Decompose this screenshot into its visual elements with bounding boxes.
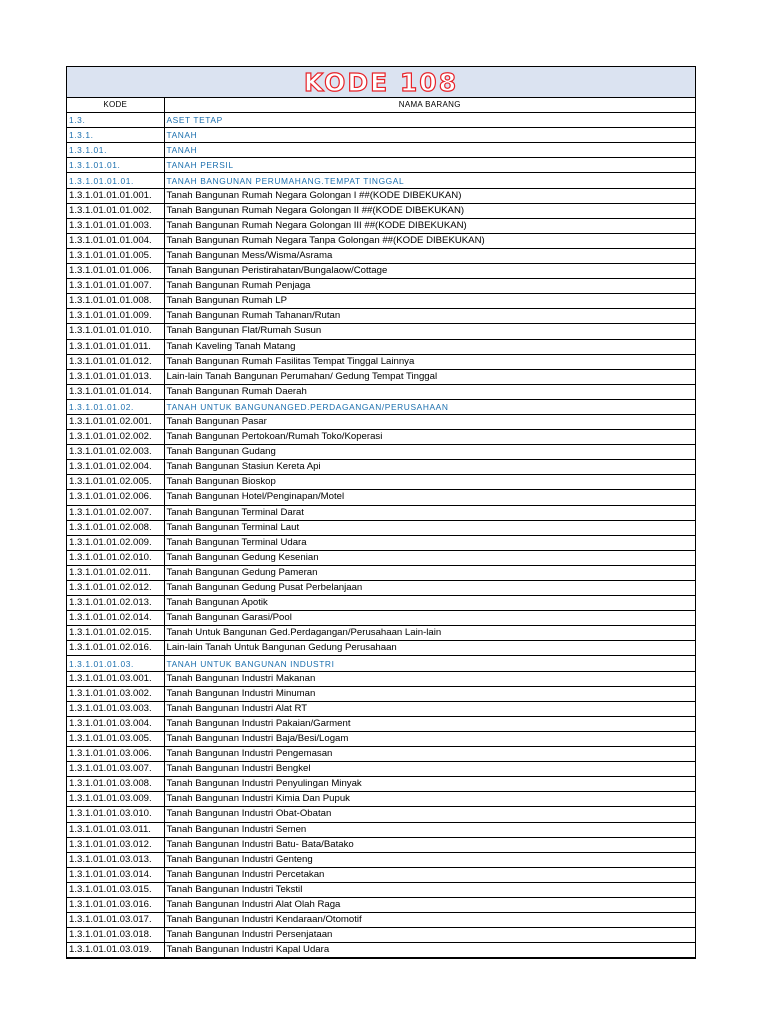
kode-cell: 1.3.1.01.01.03.017.	[67, 913, 164, 928]
nama-barang-cell: Tanah Bangunan Industri Alat Olah Raga	[164, 897, 695, 912]
table-row	[67, 867, 695, 882]
kode-cell: 1.3.	[67, 113, 164, 128]
kode-cell: 1.3.1.01.01.02.	[67, 399, 164, 414]
kode-cell: 1.3.1.01.01.03.006.	[67, 747, 164, 762]
kode-cell: 1.3.1.01.01.01.014.	[67, 384, 164, 399]
table-row	[67, 188, 695, 203]
table-row	[67, 445, 695, 460]
kode-cell: 1.3.1.01.01.02.002.	[67, 430, 164, 445]
kode-cell: 1.3.1.01.01.01.004.	[67, 233, 164, 248]
table-row	[67, 309, 695, 324]
kode-cell: 1.3.1.01.01.03.	[67, 656, 164, 671]
table-row	[67, 414, 695, 429]
page-title: KODE 108	[303, 67, 459, 97]
nama-barang-cell: Tanah Bangunan Rumah Tahanan/Rutan	[164, 309, 695, 324]
category-row	[67, 173, 695, 188]
nama-barang-cell: Tanah Bangunan Industri Kapal Udara	[164, 943, 695, 958]
nama-barang-cell: Tanah Bangunan Industri Semen	[164, 822, 695, 837]
table-row	[67, 928, 695, 943]
kode-cell: 1.3.1.01.01.01.011.	[67, 339, 164, 354]
kode-cell: 1.3.1.01.01.03.003.	[67, 701, 164, 716]
nama-barang-cell: TANAH UNTUK BANGUNANGED.PERDAGANGAN/PERUSAHAAN	[164, 399, 695, 414]
nama-barang-cell: ASET TETAP	[164, 113, 695, 128]
nama-barang-cell: Tanah Bangunan Pasar	[164, 414, 695, 429]
kode-cell: 1.3.1.01.01.02.006.	[67, 490, 164, 505]
title-banner	[67, 67, 695, 98]
kode-cell: 1.3.1.01.01.02.015.	[67, 626, 164, 641]
nama-barang-cell: Tanah Bangunan Industri Alat RT	[164, 701, 695, 716]
table-row	[67, 294, 695, 309]
nama-barang-cell: Tanah Bangunan Gedung Kesenian	[164, 550, 695, 565]
nama-barang-cell: Tanah Bangunan Rumah LP	[164, 294, 695, 309]
table-row	[67, 535, 695, 550]
table-row	[67, 550, 695, 565]
nama-barang-cell: Tanah Bangunan Rumah Penjaga	[164, 279, 695, 294]
kode-cell: 1.3.1.	[67, 128, 164, 143]
kode-cell: 1.3.1.01.01.03.008.	[67, 777, 164, 792]
table-row	[67, 264, 695, 279]
table-row	[67, 641, 695, 656]
table-row	[67, 671, 695, 686]
kode-cell: 1.3.1.01.01.	[67, 158, 164, 173]
nama-barang-cell: Lain-lain Tanah Bangunan Perumahan/ Gedung Tempat Tinggal	[164, 369, 695, 384]
kode-cell: 1.3.1.01.01.03.005.	[67, 731, 164, 746]
kode-cell: 1.3.1.01.01.02.012.	[67, 581, 164, 596]
category-row	[67, 656, 695, 671]
nama-barang-cell: Tanah Bangunan Industri Pengemasan	[164, 747, 695, 762]
nama-barang-cell: Tanah Bangunan Industri Kendaraan/Otomotif	[164, 913, 695, 928]
table-row	[67, 565, 695, 580]
nama-barang-cell: Tanah Bangunan Gedung Pusat Perbelanjaan	[164, 581, 695, 596]
kode-cell: 1.3.1.01.01.03.015.	[67, 882, 164, 897]
category-row	[67, 158, 695, 173]
table-row	[67, 943, 695, 958]
nama-barang-cell: Tanah Bangunan Rumah Negara Tanpa Golongan ##(KODE DIBEKUKAN)	[164, 233, 695, 248]
nama-barang-cell: TANAH UNTUK BANGUNAN INDUSTRI	[164, 656, 695, 671]
nama-barang-cell: Tanah Bangunan Gedung Pameran	[164, 565, 695, 580]
table-row	[67, 897, 695, 912]
nama-barang-cell: Tanah Bangunan Peristirahatan/Bungalaow/Cottage	[164, 264, 695, 279]
nama-barang-cell: Tanah Bangunan Bioskop	[164, 475, 695, 490]
nama-barang-cell: Tanah Bangunan Industri Bengkel	[164, 762, 695, 777]
table-row	[67, 701, 695, 716]
kode-cell: 1.3.1.01.01.03.002.	[67, 686, 164, 701]
nama-barang-cell: Tanah Bangunan Garasi/Pool	[164, 611, 695, 626]
kode-cell: 1.3.1.01.01.01.013.	[67, 369, 164, 384]
nama-barang-cell: Lain-lain Tanah Untuk Bangunan Gedung Perusahaan	[164, 641, 695, 656]
table-row	[67, 369, 695, 384]
kode-cell: 1.3.1.01.01.02.004.	[67, 460, 164, 475]
category-row	[67, 128, 695, 143]
nama-barang-cell: Tanah Bangunan Stasiun Kereta Api	[164, 460, 695, 475]
table-row	[67, 279, 695, 294]
kode-cell: 1.3.1.01.01.02.014.	[67, 611, 164, 626]
table-row	[67, 475, 695, 490]
nama-barang-cell: TANAH	[164, 143, 695, 158]
kode-cell: 1.3.1.01.01.02.008.	[67, 520, 164, 535]
nama-barang-cell: Tanah Bangunan Industri Minuman	[164, 686, 695, 701]
kode-cell: 1.3.1.01.01.03.013.	[67, 852, 164, 867]
nama-barang-cell: Tanah Bangunan Industri Batu- Bata/Batako	[164, 837, 695, 852]
nama-barang-cell: Tanah Bangunan Terminal Udara	[164, 535, 695, 550]
nama-barang-cell: Tanah Bangunan Flat/Rumah Susun	[164, 324, 695, 339]
kode-cell: 1.3.1.01.01.01.006.	[67, 264, 164, 279]
kode-cell: 1.3.1.01.01.02.016.	[67, 641, 164, 656]
table-row	[67, 852, 695, 867]
kode-cell: 1.3.1.01.01.03.018.	[67, 928, 164, 943]
nama-barang-cell: TANAH PERSIL	[164, 158, 695, 173]
kode-cell: 1.3.1.01.01.01.005.	[67, 248, 164, 263]
kode-cell: 1.3.1.01.01.03.010.	[67, 807, 164, 822]
nama-barang-cell: Tanah Bangunan Rumah Negara Golongan I ##(KODE DIBEKUKAN)	[164, 188, 695, 203]
table-row	[67, 581, 695, 596]
nama-barang-cell: Tanah Bangunan Industri Tekstil	[164, 882, 695, 897]
kode-table-body	[67, 98, 695, 958]
kode-cell: 1.3.1.01.01.03.007.	[67, 762, 164, 777]
kode-cell: 1.3.1.01.01.03.019.	[67, 943, 164, 958]
kode-table	[67, 98, 695, 958]
table-row	[67, 505, 695, 520]
kode-cell: 1.3.1.01.01.01.	[67, 173, 164, 188]
kode-cell: 1.3.1.01.01.01.008.	[67, 294, 164, 309]
table-row	[67, 384, 695, 399]
kode-table-sheet	[66, 66, 696, 959]
nama-barang-cell: TANAH	[164, 128, 695, 143]
kode-cell: 1.3.1.01.01.02.013.	[67, 596, 164, 611]
nama-barang-cell: Tanah Bangunan Rumah Negara Golongan II ##(KODE DIBEKUKAN)	[164, 203, 695, 218]
category-row	[67, 113, 695, 128]
table-row	[67, 837, 695, 852]
table-row	[67, 520, 695, 535]
nama-barang-cell: Tanah Bangunan Rumah Fasilitas Tempat Tinggal Lainnya	[164, 354, 695, 369]
column-header-kode: KODE	[67, 98, 164, 113]
table-row	[67, 762, 695, 777]
nama-barang-cell: Tanah Bangunan Industri Obat-Obatan	[164, 807, 695, 822]
table-row	[67, 354, 695, 369]
kode-cell: 1.3.1.01.01.02.001.	[67, 414, 164, 429]
table-header-row	[67, 98, 695, 113]
nama-barang-cell: Tanah Bangunan Rumah Daerah	[164, 384, 695, 399]
table-row	[67, 792, 695, 807]
column-header-nama-barang: NAMA BARANG	[164, 98, 695, 113]
nama-barang-cell: Tanah Untuk Bangunan Ged.Perdagangan/Perusahaan Lain-lain	[164, 626, 695, 641]
table-row	[67, 248, 695, 263]
nama-barang-cell: Tanah Bangunan Industri Percetakan	[164, 867, 695, 882]
kode-cell: 1.3.1.01.01.03.004.	[67, 716, 164, 731]
category-row	[67, 399, 695, 414]
table-row	[67, 218, 695, 233]
nama-barang-cell: Tanah Bangunan Industri Kimia Dan Pupuk	[164, 792, 695, 807]
table-row	[67, 596, 695, 611]
table-row	[67, 731, 695, 746]
kode-cell: 1.3.1.01.01.03.009.	[67, 792, 164, 807]
nama-barang-cell: Tanah Bangunan Industri Persenjataan	[164, 928, 695, 943]
kode-cell: 1.3.1.01.01.03.016.	[67, 897, 164, 912]
nama-barang-cell: Tanah Bangunan Pertokoan/Rumah Toko/Koperasi	[164, 430, 695, 445]
kode-cell: 1.3.1.01.01.01.007.	[67, 279, 164, 294]
kode-cell: 1.3.1.01.01.02.007.	[67, 505, 164, 520]
table-row	[67, 430, 695, 445]
table-row	[67, 611, 695, 626]
nama-barang-cell: Tanah Bangunan Industri Baja/Besi/Logam	[164, 731, 695, 746]
nama-barang-cell: Tanah Bangunan Apotik	[164, 596, 695, 611]
nama-barang-cell: Tanah Bangunan Industri Makanan	[164, 671, 695, 686]
kode-cell: 1.3.1.01.01.02.009.	[67, 535, 164, 550]
kode-cell: 1.3.1.01.01.03.012.	[67, 837, 164, 852]
kode-cell: 1.3.1.01.01.03.011.	[67, 822, 164, 837]
nama-barang-cell: Tanah Bangunan Rumah Negara Golongan III ##(KODE DIBEKUKAN)	[164, 218, 695, 233]
kode-cell: 1.3.1.01.01.01.001.	[67, 188, 164, 203]
nama-barang-cell: Tanah Bangunan Gudang	[164, 445, 695, 460]
nama-barang-cell: Tanah Bangunan Industri Pakaian/Garment	[164, 716, 695, 731]
table-row	[67, 686, 695, 701]
table-row	[67, 490, 695, 505]
table-row	[67, 324, 695, 339]
category-row	[67, 143, 695, 158]
kode-cell: 1.3.1.01.01.01.003.	[67, 218, 164, 233]
kode-cell: 1.3.1.01.01.02.003.	[67, 445, 164, 460]
kode-cell: 1.3.1.01.01.01.009.	[67, 309, 164, 324]
nama-barang-cell: TANAH BANGUNAN PERUMAHANG.TEMPAT TINGGAL	[164, 173, 695, 188]
table-row	[67, 626, 695, 641]
kode-cell: 1.3.1.01.01.01.010.	[67, 324, 164, 339]
kode-cell: 1.3.1.01.01.01.012.	[67, 354, 164, 369]
nama-barang-cell: Tanah Bangunan Terminal Laut	[164, 520, 695, 535]
nama-barang-cell: Tanah Kaveling Tanah Matang	[164, 339, 695, 354]
kode-cell: 1.3.1.01.01.01.002.	[67, 203, 164, 218]
table-row	[67, 339, 695, 354]
nama-barang-cell: Tanah Bangunan Terminal Darat	[164, 505, 695, 520]
table-row	[67, 460, 695, 475]
table-row	[67, 882, 695, 897]
table-row	[67, 716, 695, 731]
nama-barang-cell: Tanah Bangunan Mess/Wisma/Asrama	[164, 248, 695, 263]
nama-barang-cell: Tanah Bangunan Hotel/Penginapan/Motel	[164, 490, 695, 505]
kode-cell: 1.3.1.01.	[67, 143, 164, 158]
table-row	[67, 203, 695, 218]
table-row	[67, 807, 695, 822]
nama-barang-cell: Tanah Bangunan Industri Penyulingan Minyak	[164, 777, 695, 792]
table-row	[67, 822, 695, 837]
kode-cell: 1.3.1.01.01.03.014.	[67, 867, 164, 882]
nama-barang-cell: Tanah Bangunan Industri Genteng	[164, 852, 695, 867]
table-row	[67, 913, 695, 928]
table-row	[67, 777, 695, 792]
kode-cell: 1.3.1.01.01.02.010.	[67, 550, 164, 565]
table-row	[67, 747, 695, 762]
table-row	[67, 233, 695, 248]
kode-cell: 1.3.1.01.01.02.005.	[67, 475, 164, 490]
kode-cell: 1.3.1.01.01.03.001.	[67, 671, 164, 686]
kode-cell: 1.3.1.01.01.02.011.	[67, 565, 164, 580]
